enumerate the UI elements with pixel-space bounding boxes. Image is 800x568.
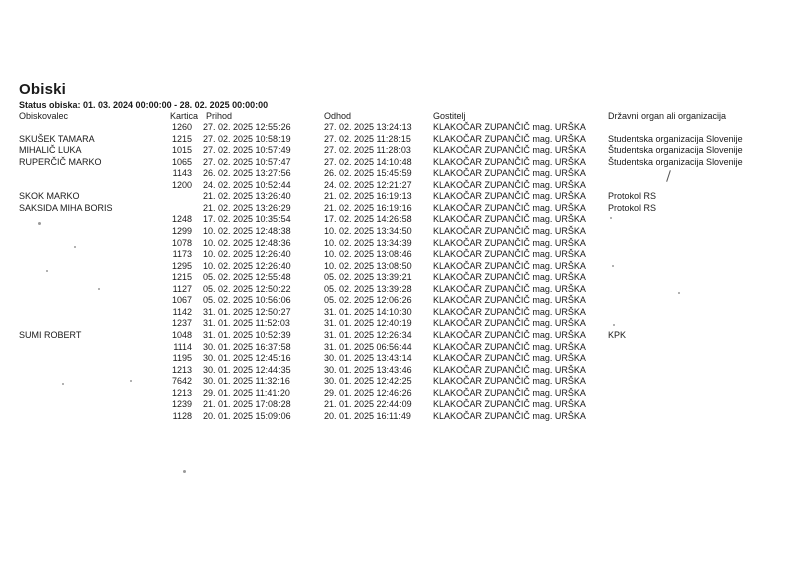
cell-departure: 31. 01. 2025 14:10:30 [324,306,412,317]
cell-host: KLAKOČAR ZUPANČIČ mag. URŠKA [433,329,586,340]
cell-departure: 21. 02. 2025 16:19:13 [324,191,412,202]
cell-arrival: 30. 01. 2025 12:45:16 [203,353,291,363]
cell-departure: 31. 01. 2025 06:56:44 [324,341,412,352]
cell-card: 1295 [171,260,192,271]
cell-host: KLAKOČAR ZUPANČIČ mag. URŠKA [433,214,586,225]
cell-organization: Protokol RS [608,202,657,213]
cell-departure: 05. 02. 2025 13:39:21 [324,272,412,283]
cell-visitor: RUPERČIČ MARKO [19,156,102,167]
scan-speck [38,222,41,225]
cell-host: KLAKOČAR ZUPANČIČ mag. URŠKA [433,225,586,236]
cell-host: KLAKOČAR ZUPANČIČ mag. URŠKA [433,145,586,156]
cell-host: KLAKOČAR ZUPANČIČ mag. URŠKA [433,306,586,317]
cell-card: 1195 [172,353,192,363]
cell-card: 1065 [171,156,192,167]
cell-departure: 27. 02. 2025 14:10:48 [324,156,412,167]
cell-host: KLAKOČAR ZUPANČIČ mag. URŠKA [433,249,586,260]
cell-host: KLAKOČAR ZUPANČIČ mag. URŠKA [433,410,586,421]
header-departure: Odhod [324,111,352,121]
cell-card: 1215 [171,133,192,144]
cell-host: KLAKOČAR ZUPANČIČ mag. URŠKA [433,237,586,248]
cell-departure: 31. 01. 2025 12:26:34 [324,329,412,340]
cell-card: 1048 [171,329,192,340]
cell-card: 1260 [171,122,192,132]
scan-speck [46,270,48,272]
cell-visitor: MIHALIČ LUKA [19,145,82,156]
cell-departure: 27. 02. 2025 13:24:13 [324,122,412,132]
cell-organization: Protokol RS [608,191,657,202]
cell-visitor: SUMI ROBERT [19,329,82,340]
cell-departure: 30. 01. 2025 13:43:46 [324,364,412,375]
cell-departure: 21. 02. 2025 16:19:16 [324,202,412,213]
cell-card: 1173 [172,249,192,260]
cell-host: KLAKOČAR ZUPANČIČ mag. URŠKA [433,202,586,213]
cell-arrival: 17. 02. 2025 10:35:54 [203,214,291,225]
scan-speck [130,380,132,382]
cell-host: KLAKOČAR ZUPANČIČ mag. URŠKA [433,122,586,132]
cell-arrival: 21. 02. 2025 13:26:29 [203,202,291,213]
cell-host: KLAKOČAR ZUPANČIČ mag. URŠKA [433,179,586,190]
cell-card: 1200 [171,179,192,190]
cell-card: 7642 [171,376,192,387]
scan-speck [612,265,614,267]
cell-card: 1248 [171,214,192,225]
cell-card: 1015 [171,145,192,156]
header-card: Kartica [170,111,199,121]
cell-departure: 30. 01. 2025 12:42:25 [324,376,412,387]
cell-host: KLAKOČAR ZUPANČIČ mag. URŠKA [433,156,586,167]
cell-arrival: 20. 01. 2025 15:09:06 [203,410,291,421]
cell-card: 1299 [171,225,192,236]
cell-organization: Študentska organizacija Slovenije [608,156,743,167]
cell-arrival: 27. 02. 2025 12:55:26 [203,122,291,132]
header-organization: Državni organ ali organizacija [608,111,727,121]
scan-speck [62,383,64,385]
cell-departure: 10. 02. 2025 13:08:50 [324,260,412,271]
cell-card: 1067 [171,295,192,306]
cell-departure: 29. 01. 2025 12:46:26 [324,387,412,398]
cell-host: KLAKOČAR ZUPANČIČ mag. URŠKA [433,272,586,283]
scan-speck [183,470,186,473]
cell-arrival: 31. 01. 2025 12:50:27 [203,306,291,317]
cell-visitor: SKOK MARKO [19,191,80,202]
cell-host: KLAKOČAR ZUPANČIČ mag. URŠKA [433,318,586,329]
document-title: Obiski [19,81,67,98]
cell-departure: 10. 02. 2025 13:34:39 [324,237,412,248]
cell-host: KLAKOČAR ZUPANČIČ mag. URŠKA [433,341,586,352]
scan-speck [613,324,615,326]
cell-host: KLAKOČAR ZUPANČIČ mag. URŠKA [433,387,586,398]
cell-departure: 27. 02. 2025 11:28:15 [324,133,411,144]
cell-arrival: 30. 01. 2025 16:37:58 [203,341,291,352]
cell-departure: 10. 02. 2025 13:08:46 [324,249,412,260]
scan-speck [98,288,100,290]
scan-speck [610,217,612,219]
cell-card: 1127 [172,283,192,294]
cell-arrival: 21. 02. 2025 13:26:40 [203,191,291,202]
cell-arrival: 27. 02. 2025 10:57:47 [203,156,291,167]
cell-arrival: 31. 01. 2025 11:52:03 [203,318,290,329]
cell-host: KLAKOČAR ZUPANČIČ mag. URŠKA [433,364,586,375]
cell-departure: 05. 02. 2025 13:39:28 [324,283,412,294]
cell-organization: KPK [608,329,627,340]
status-range: Status obiska: 01. 03. 2024 00:00:00 - 28. 02. 2025 00:00:00 [19,100,269,110]
cell-departure: 24. 02. 2025 12:21:27 [324,179,412,190]
cell-organization: Študentska organizacija Slovenije [608,145,743,156]
cell-arrival: 10. 02. 2025 12:48:36 [203,237,291,248]
cell-departure: 31. 01. 2025 12:40:19 [324,318,412,329]
cell-arrival: 26. 02. 2025 13:27:56 [203,168,291,179]
cell-visitor: SAKSIDA MIHA BORIS [19,202,113,213]
cell-arrival: 30. 01. 2025 12:44:35 [203,364,291,375]
cell-card: 1213 [171,387,192,398]
cell-host: KLAKOČAR ZUPANČIČ mag. URŠKA [433,283,586,294]
cell-arrival: 05. 02. 2025 12:50:22 [203,283,291,294]
cell-card: 1114 [173,341,192,352]
cell-card: 1215 [171,272,192,283]
cell-arrival: 30. 01. 2025 11:32:16 [203,376,290,387]
cell-departure: 10. 02. 2025 13:34:50 [324,225,412,236]
cell-arrival: 29. 01. 2025 11:41:20 [203,387,290,398]
cell-visitor: SKUŠEK TAMARA [19,133,95,144]
cell-card: 1143 [172,168,192,179]
cell-departure: 21. 01. 2025 22:44:09 [324,399,412,410]
cell-organization: Studentska organizacija Slovenije [608,133,743,144]
cell-departure: 05. 02. 2025 12:06:26 [324,295,412,306]
cell-host: KLAKOČAR ZUPANČIČ mag. URŠKA [433,295,586,306]
cell-arrival: 10. 02. 2025 12:26:40 [203,260,291,271]
cell-card: 1128 [172,410,192,421]
cell-departure: 20. 01. 2025 16:11:49 [324,410,411,421]
cell-card: 1237 [171,318,192,329]
cell-host: KLAKOČAR ZUPANČIČ mag. URŠKA [433,376,586,387]
cell-host: KLAKOČAR ZUPANČIČ mag. URŠKA [433,168,586,179]
cell-departure: 17. 02. 2025 14:26:58 [324,214,412,225]
pen-mark [666,170,671,182]
cell-arrival: 10. 02. 2025 12:48:38 [203,225,291,236]
cell-departure: 30. 01. 2025 13:43:14 [324,353,412,363]
cell-host: KLAKOČAR ZUPANČIČ mag. URŠKA [433,191,586,202]
cell-arrival: 05. 02. 2025 10:56:06 [203,295,291,306]
cell-departure: 26. 02. 2025 15:45:59 [324,168,412,179]
cell-arrival: 31. 01. 2025 10:52:39 [203,329,291,340]
cell-host: KLAKOČAR ZUPANČIČ mag. URŠKA [433,260,586,271]
scan-speck [74,246,76,248]
cell-arrival: 27. 02. 2025 10:58:19 [203,133,291,144]
cell-card: 1078 [171,237,192,248]
cell-arrival: 27. 02. 2025 10:57:49 [203,145,291,156]
cell-card: 1239 [171,399,192,410]
header-arrival: Prihod [206,111,233,121]
cell-arrival: 05. 02. 2025 12:55:48 [203,272,291,283]
cell-arrival: 24. 02. 2025 10:52:44 [203,179,291,190]
cell-card: 1213 [171,364,192,375]
cell-arrival: 10. 02. 2025 12:26:40 [203,249,291,260]
header-visitor: Obiskovalec [19,111,69,121]
cell-card: 1142 [172,306,192,317]
cell-departure: 27. 02. 2025 11:28:03 [324,145,411,156]
scan-speck [678,292,680,294]
cell-arrival: 21. 01. 2025 17:08:28 [203,399,291,410]
cell-host: KLAKOČAR ZUPANČIČ mag. URŠKA [433,399,586,410]
cell-host: KLAKOČAR ZUPANČIČ mag. URŠKA [433,353,586,363]
cell-host: KLAKOČAR ZUPANČIČ mag. URŠKA [433,133,586,144]
header-host: Gostitelj [433,111,466,121]
